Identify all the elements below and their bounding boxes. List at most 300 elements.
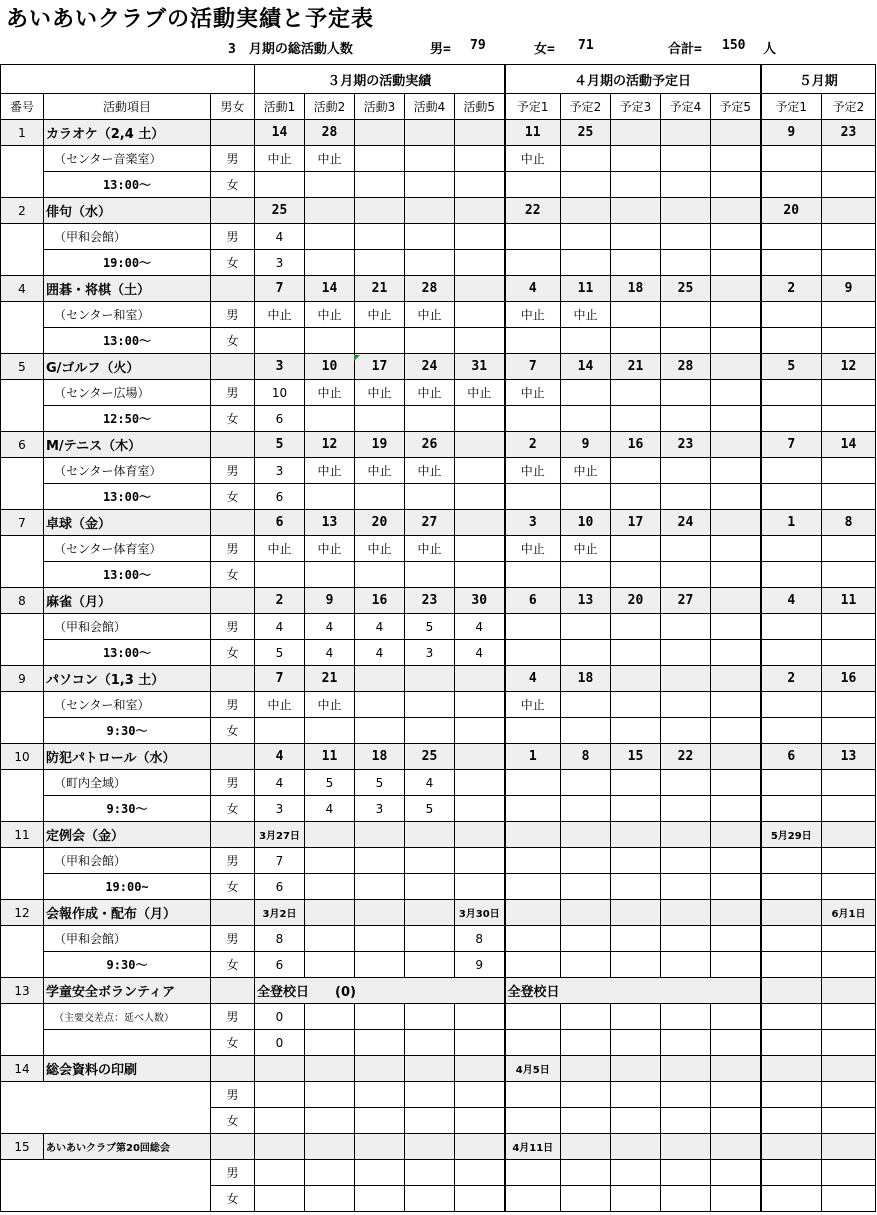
gender-blank xyxy=(211,588,255,614)
count-cell xyxy=(505,328,561,354)
count-cell xyxy=(355,328,405,354)
count-cell: 5 xyxy=(405,614,455,640)
count-cell: 中止 xyxy=(255,302,305,328)
date-cell xyxy=(455,198,505,224)
date-cell xyxy=(611,666,661,692)
count-cell xyxy=(305,406,355,432)
activity-name: パソコン（1,3 土） xyxy=(44,666,211,692)
count-cell: 6 xyxy=(255,952,305,978)
summary-total-label: 合計= xyxy=(668,42,702,57)
empty-cell xyxy=(661,1108,711,1134)
count-cell xyxy=(761,640,822,666)
count-cell xyxy=(822,328,876,354)
date-cell: 9 xyxy=(761,120,822,146)
count-cell xyxy=(255,718,305,744)
row-number: 9 xyxy=(1,666,44,692)
date-cell: 20 xyxy=(611,588,661,614)
empty-cell xyxy=(305,1108,355,1134)
empty-cell xyxy=(661,1186,711,1212)
date-cell: 16 xyxy=(355,588,405,614)
count-cell xyxy=(611,146,661,172)
date-cell: 28 xyxy=(661,354,711,380)
date-cell xyxy=(405,120,455,146)
count-cell xyxy=(661,484,711,510)
activity-row xyxy=(1,276,876,302)
count-cell xyxy=(822,536,876,562)
count-cell xyxy=(255,562,305,588)
empty-cell xyxy=(455,1004,505,1030)
date-cell xyxy=(611,120,661,146)
empty-cell xyxy=(305,1082,355,1108)
count-cell xyxy=(711,614,761,640)
count-cell: 3 xyxy=(255,458,305,484)
count-cell xyxy=(405,328,455,354)
count-cell xyxy=(561,328,611,354)
count-cell: 4 xyxy=(305,796,355,822)
date-cell: 8 xyxy=(822,510,876,536)
count-cell xyxy=(611,328,661,354)
count-cell: 中止 xyxy=(561,458,611,484)
count-cell: 中止 xyxy=(505,536,561,562)
gender-blank xyxy=(211,666,255,692)
date-cell: 5 xyxy=(255,432,305,458)
count-cell xyxy=(405,952,455,978)
date-cell: 24 xyxy=(405,354,455,380)
count-cell xyxy=(661,718,711,744)
summary-female-label: 女= xyxy=(534,42,555,57)
date-cell: 12 xyxy=(822,354,876,380)
gender-label: 男 xyxy=(211,380,255,406)
date-cell: 5 xyxy=(761,354,822,380)
empty-cell xyxy=(455,1108,505,1134)
count-cell xyxy=(761,770,822,796)
date-cell xyxy=(661,900,711,926)
count-cell xyxy=(561,874,611,900)
date-cell: 14 xyxy=(561,354,611,380)
date-cell: 25 xyxy=(255,198,305,224)
empty-cell xyxy=(405,1108,455,1134)
gender-label: 女 xyxy=(211,718,255,744)
date-cell: 2 xyxy=(505,432,561,458)
date-cell: 27 xyxy=(405,510,455,536)
row-number: 10 xyxy=(1,744,44,770)
gender-label: 男 xyxy=(211,692,255,718)
count-cell xyxy=(611,796,661,822)
count-cell xyxy=(822,484,876,510)
count-cell xyxy=(561,926,611,952)
count-cell xyxy=(761,302,822,328)
empty-cell xyxy=(611,1004,661,1030)
count-cell xyxy=(661,562,711,588)
empty-cell xyxy=(561,1186,611,1212)
number-blank xyxy=(1,536,44,588)
date-cell: 3 xyxy=(505,510,561,536)
date-cell: 23 xyxy=(661,432,711,458)
row-number: 6 xyxy=(1,432,44,458)
date-cell: 25 xyxy=(405,744,455,770)
empty-cell xyxy=(355,1030,405,1056)
date-cell: 25 xyxy=(661,276,711,302)
count-cell xyxy=(561,380,611,406)
count-cell: 中止 xyxy=(305,536,355,562)
gender-label: 女 xyxy=(211,874,255,900)
count-cell xyxy=(711,458,761,484)
male-row xyxy=(1,926,876,952)
count-cell xyxy=(355,848,405,874)
date-cell xyxy=(661,666,711,692)
row-number: 14 xyxy=(1,1056,44,1082)
empty-cell xyxy=(405,1082,455,1108)
count-cell xyxy=(505,770,561,796)
empty-cell xyxy=(711,1160,761,1186)
count-cell: 3 xyxy=(255,796,305,822)
count-cell xyxy=(455,562,505,588)
empty-cell xyxy=(505,1004,561,1030)
date-cell: 6 xyxy=(761,744,822,770)
empty-cell xyxy=(711,1056,761,1082)
count-cell xyxy=(455,458,505,484)
gender-label: 女 xyxy=(211,1108,255,1134)
count-cell xyxy=(561,718,611,744)
count-cell: 8 xyxy=(255,926,305,952)
date-cell xyxy=(561,900,611,926)
activity-venue: （甲和会館） xyxy=(44,848,211,874)
col-header: 予定1 xyxy=(761,94,822,120)
count-cell: 中止 xyxy=(305,692,355,718)
empty-cell xyxy=(355,1056,405,1082)
page-title: あいあいクラブの活動実績と予定表 xyxy=(6,7,375,32)
empty-cell xyxy=(505,1108,561,1134)
count-cell xyxy=(822,848,876,874)
count-cell: 中止 xyxy=(355,380,405,406)
count-cell: 中止 xyxy=(355,458,405,484)
count-cell xyxy=(561,770,611,796)
date-cell: 16 xyxy=(822,666,876,692)
gender-label: 女 xyxy=(211,640,255,666)
row-number: 15 xyxy=(1,1134,44,1160)
count-cell: 中止 xyxy=(305,458,355,484)
count-cell xyxy=(711,874,761,900)
count-cell xyxy=(711,380,761,406)
count-cell xyxy=(561,562,611,588)
count-cell xyxy=(761,250,822,276)
activity-time: 13:00～ xyxy=(44,172,211,198)
date-cell: 3月27日 xyxy=(255,822,305,848)
count-cell xyxy=(355,874,405,900)
activity-row xyxy=(1,510,876,536)
empty-cell xyxy=(611,1056,661,1082)
row-number: 13 xyxy=(1,978,44,1004)
count-cell xyxy=(661,146,711,172)
activity-row xyxy=(1,354,876,380)
activity-name: M/テニス（木） xyxy=(44,432,211,458)
empty-cell xyxy=(611,1082,661,1108)
date-cell: 6 xyxy=(505,588,561,614)
count-cell xyxy=(822,640,876,666)
count-cell xyxy=(711,146,761,172)
count-cell xyxy=(822,250,876,276)
count-cell xyxy=(405,172,455,198)
empty-cell xyxy=(822,1108,876,1134)
count-cell: 0 xyxy=(255,1004,305,1030)
count-cell xyxy=(822,458,876,484)
gender-blank xyxy=(211,978,255,1004)
activity-row xyxy=(1,822,876,848)
activity-row xyxy=(1,744,876,770)
empty-cell xyxy=(761,978,822,1004)
col-header: 予定5 xyxy=(711,94,761,120)
col-header: 予定3 xyxy=(611,94,661,120)
activity-venue: （センター和室） xyxy=(44,302,211,328)
date-cell: 2 xyxy=(761,666,822,692)
date-cell xyxy=(711,666,761,692)
count-cell: 10 xyxy=(255,380,305,406)
count-cell xyxy=(711,172,761,198)
date-cell xyxy=(711,510,761,536)
female-row xyxy=(1,406,876,432)
date-cell xyxy=(711,900,761,926)
date-cell xyxy=(455,510,505,536)
empty-cell xyxy=(661,1004,711,1030)
summary-total-value: 150 xyxy=(722,38,746,53)
date-cell xyxy=(355,666,405,692)
date-cell: 3月2日 xyxy=(255,900,305,926)
count-cell xyxy=(305,952,355,978)
count-cell xyxy=(611,484,661,510)
date-cell: 21 xyxy=(305,666,355,692)
empty-cell xyxy=(822,1186,876,1212)
date-cell: 10 xyxy=(305,354,355,380)
count-cell xyxy=(711,796,761,822)
count-cell xyxy=(711,926,761,952)
female-row xyxy=(1,172,876,198)
activity-name: あいあいクラブ第20回総会 xyxy=(44,1134,211,1160)
count-cell xyxy=(711,536,761,562)
count-cell xyxy=(611,718,661,744)
count-cell: 4 xyxy=(255,224,305,250)
date-cell: 3月30日 xyxy=(455,900,505,926)
date-cell: 9 xyxy=(822,276,876,302)
date-cell xyxy=(405,666,455,692)
gender-label: 女 xyxy=(211,952,255,978)
count-cell: 5 xyxy=(305,770,355,796)
number-blank xyxy=(1,380,44,432)
count-cell xyxy=(255,172,305,198)
count-cell: 6 xyxy=(255,874,305,900)
date-cell xyxy=(455,432,505,458)
count-cell xyxy=(661,952,711,978)
date-cell: 11 xyxy=(822,588,876,614)
count-cell xyxy=(355,484,405,510)
male-row xyxy=(1,614,876,640)
count-cell xyxy=(405,224,455,250)
count-cell xyxy=(561,796,611,822)
count-cell xyxy=(611,406,661,432)
col-header: 活動3 xyxy=(355,94,405,120)
date-cell xyxy=(661,822,711,848)
number-blank xyxy=(1,458,44,510)
count-cell xyxy=(661,796,711,822)
col-header: 予定2 xyxy=(561,94,611,120)
count-cell: 0 xyxy=(255,1030,305,1056)
count-cell xyxy=(611,302,661,328)
count-cell xyxy=(611,172,661,198)
activity-row xyxy=(1,1134,876,1160)
empty-cell xyxy=(761,1160,822,1186)
date-cell: 6 xyxy=(255,510,305,536)
count-cell: 8 xyxy=(455,926,505,952)
number-blank xyxy=(1,614,44,666)
date-cell: 19 xyxy=(355,432,405,458)
gender-label: 男 xyxy=(211,848,255,874)
plan-date: 4月11日 xyxy=(505,1134,561,1160)
count-cell xyxy=(405,692,455,718)
empty-cell xyxy=(711,1030,761,1056)
activity-name: 総会資料の印刷 xyxy=(44,1056,211,1082)
count-cell xyxy=(561,614,611,640)
count-cell xyxy=(505,406,561,432)
male-row xyxy=(1,146,876,172)
gender-label: 男 xyxy=(211,770,255,796)
activity-row xyxy=(1,1056,876,1082)
empty-cell xyxy=(822,978,876,1004)
female-row xyxy=(1,562,876,588)
count-cell: 中止 xyxy=(405,536,455,562)
header-group-row xyxy=(1,65,876,94)
count-cell xyxy=(761,614,822,640)
gender-blank xyxy=(211,120,255,146)
count-cell xyxy=(661,614,711,640)
male-row xyxy=(1,692,876,718)
empty-cell xyxy=(455,1030,505,1056)
count-cell xyxy=(255,328,305,354)
date-cell: 13 xyxy=(561,588,611,614)
activity-venue: （センター和室） xyxy=(44,692,211,718)
date-cell: 2 xyxy=(255,588,305,614)
date-cell: 11 xyxy=(305,744,355,770)
count-cell xyxy=(761,380,822,406)
date-cell xyxy=(822,198,876,224)
date-cell: 18 xyxy=(355,744,405,770)
empty-cell xyxy=(561,1082,611,1108)
count-cell: 中止 xyxy=(255,146,305,172)
count-cell xyxy=(711,302,761,328)
gender-blank xyxy=(211,276,255,302)
count-cell xyxy=(505,796,561,822)
date-cell xyxy=(455,666,505,692)
count-cell: 4 xyxy=(255,770,305,796)
female-row xyxy=(1,640,876,666)
date-cell xyxy=(711,588,761,614)
count-cell xyxy=(761,874,822,900)
count-cell xyxy=(455,718,505,744)
summary-label: 3 月期の総活動人数 xyxy=(228,42,353,57)
date-cell: 7 xyxy=(255,666,305,692)
count-cell xyxy=(611,536,661,562)
empty-cell xyxy=(822,1030,876,1056)
count-cell xyxy=(561,224,611,250)
gender-blank xyxy=(211,198,255,224)
date-cell: 7 xyxy=(255,276,305,302)
date-cell: 23 xyxy=(405,588,455,614)
count-cell xyxy=(305,172,355,198)
cell-comment-marker xyxy=(354,355,360,361)
gender-label: 女 xyxy=(211,406,255,432)
count-cell xyxy=(355,562,405,588)
date-cell xyxy=(711,822,761,848)
activity-venue: （甲和会館） xyxy=(44,926,211,952)
count-cell: 中止 xyxy=(405,458,455,484)
male-row xyxy=(1,770,876,796)
count-cell: 4 xyxy=(305,640,355,666)
count-cell xyxy=(405,562,455,588)
date-cell xyxy=(305,900,355,926)
activity-name: カラオケ（2,4 土） xyxy=(44,120,211,146)
activity-venue: （センター体育室） xyxy=(44,458,211,484)
count-cell: 5 xyxy=(355,770,405,796)
activity-row xyxy=(1,666,876,692)
activity-name: 定例会（金） xyxy=(44,822,211,848)
empty-cell xyxy=(661,1160,711,1186)
count-cell xyxy=(561,172,611,198)
date-cell: 20 xyxy=(355,510,405,536)
date-cell: 14 xyxy=(305,276,355,302)
activity-row xyxy=(1,978,876,1004)
empty-cell xyxy=(661,1056,711,1082)
empty-cell xyxy=(711,1004,761,1030)
count-cell xyxy=(505,172,561,198)
summary-male-value: 79 xyxy=(470,38,486,53)
empty-cell xyxy=(561,1030,611,1056)
empty-cell xyxy=(305,1160,355,1186)
count-cell xyxy=(711,224,761,250)
count-cell xyxy=(305,874,355,900)
count-cell xyxy=(561,692,611,718)
count-cell xyxy=(822,874,876,900)
activity-time: 19:00～ xyxy=(44,250,211,276)
activity-venue: （甲和会館） xyxy=(44,224,211,250)
gender-blank xyxy=(211,432,255,458)
count-cell xyxy=(661,458,711,484)
gender-label: 男 xyxy=(211,458,255,484)
count-cell xyxy=(505,250,561,276)
count-cell xyxy=(405,874,455,900)
count-cell xyxy=(761,484,822,510)
empty-cell xyxy=(305,1004,355,1030)
col-header: 活動2 xyxy=(305,94,355,120)
gender-label: 女 xyxy=(211,1186,255,1212)
count-cell: 中止 xyxy=(505,380,561,406)
empty-cell xyxy=(255,1108,305,1134)
count-cell: 6 xyxy=(255,484,305,510)
count-cell xyxy=(711,406,761,432)
date-cell: 10 xyxy=(561,510,611,536)
count-cell xyxy=(711,640,761,666)
count-cell: 3 xyxy=(355,796,405,822)
activity-time: 12:50～ xyxy=(44,406,211,432)
count-cell xyxy=(761,406,822,432)
empty-cell xyxy=(355,1134,405,1160)
count-cell: 4 xyxy=(355,640,405,666)
number-blank xyxy=(1,848,44,900)
col-header: 活動5 xyxy=(455,94,505,120)
count-cell xyxy=(305,926,355,952)
empty-cell xyxy=(355,1186,405,1212)
date-cell: 11 xyxy=(505,120,561,146)
count-cell xyxy=(355,952,405,978)
empty-cell xyxy=(255,1056,305,1082)
plan-date: 4月5日 xyxy=(505,1056,561,1082)
